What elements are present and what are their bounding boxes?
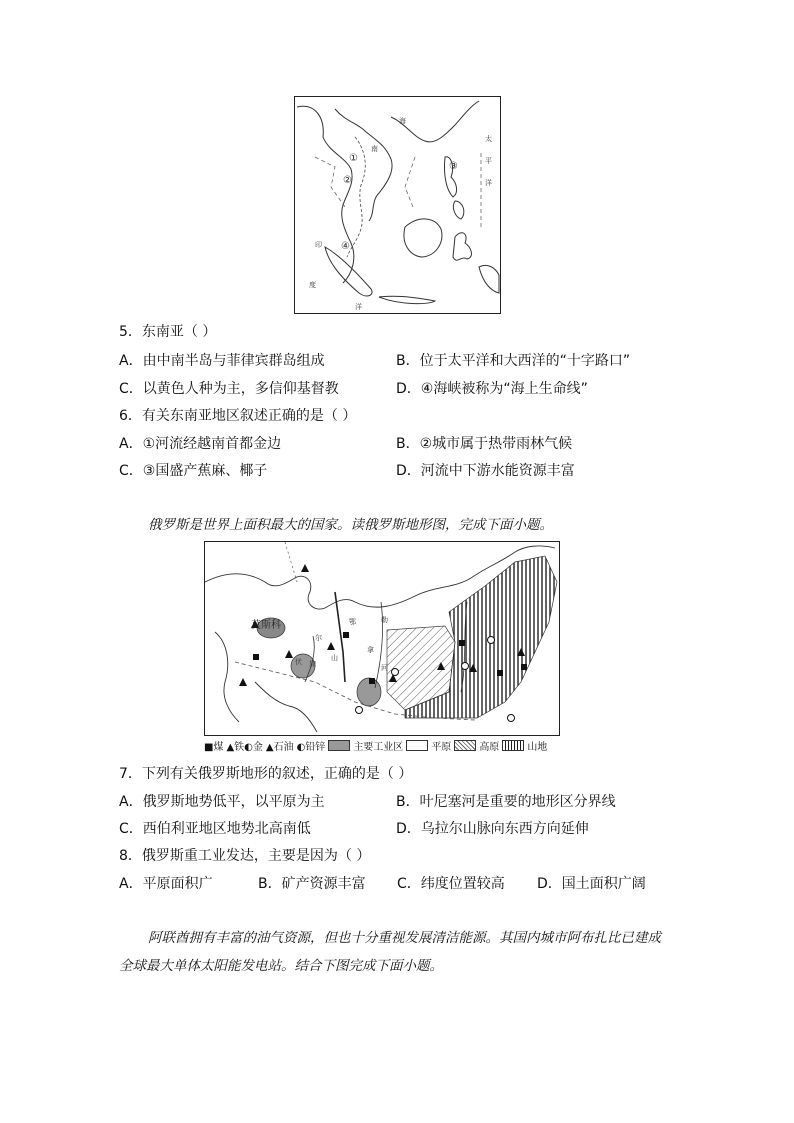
q6-option-b[interactable]: B．②城市属于热带雨林气候 (396, 436, 573, 452)
map1-marker-3: ③ (449, 161, 458, 172)
q5-option-c[interactable]: C．以黄色人种为主，多信仰基督教 (119, 381, 339, 397)
map2-label-lena: 勒 (381, 616, 388, 624)
map2-label-yenisei: 河 (381, 664, 388, 672)
map1-label-pacific-2: 平 (485, 157, 492, 165)
map2-label-river3: 加 (309, 660, 316, 668)
map1-marker-2: ② (343, 175, 352, 186)
legend-lead-zinc: ◐铅锌 (296, 742, 326, 753)
legend-plain: 平原 (431, 742, 452, 753)
legend-plateau: 高原 (479, 742, 500, 753)
legend-industrial: 主要工业区 (353, 742, 404, 753)
legend-industrial-swatch (328, 740, 350, 751)
q7-option-a[interactable]: A．俄罗斯地势低平，以平原为主 (119, 794, 325, 810)
q7-option-c[interactable]: C．西伯利亚地区地势北高南低 (119, 821, 311, 837)
q5-option-a[interactable]: A．由中南半岛与菲律宾群岛组成 (119, 353, 325, 369)
map1-label-sea: 海 (399, 117, 406, 125)
map1-marker-1: ① (349, 153, 358, 164)
map1-label-pacific-3: 洋 (485, 179, 492, 187)
russia-map-drawing (205, 542, 559, 735)
q6-option-d[interactable]: D．河流中下游水能资源丰富 (396, 463, 575, 479)
q8-option-b[interactable]: B．矿产资源丰富 (258, 876, 366, 892)
legend-mountain: 山地 (527, 742, 548, 753)
legend-oil: ▲石油 (265, 742, 294, 753)
map2-label-river1: 伏 (295, 658, 302, 666)
q8-option-a[interactable]: A．平原面积广 (119, 876, 213, 892)
q8-stem: 8．俄罗斯重工业发达，主要是因为（ ） (119, 848, 371, 864)
q7-stem: 7．下列有关俄罗斯地形的叙述，正确的是（ ） (119, 766, 413, 782)
uae-intro-line1: 阿联酋拥有丰富的油气资源，但也十分重视发展清洁能源。其国内城市阿布扎比已建成 (148, 930, 661, 946)
q6-option-a[interactable]: A．①河流经越南首都金边 (119, 436, 282, 452)
q6-option-c[interactable]: C．③国盛产蕉麻、椰子 (119, 463, 268, 479)
legend-coal: ■煤 (204, 742, 224, 753)
russia-map (204, 541, 560, 736)
q5-option-d[interactable]: D．④海峡被称为“海上生命线” (396, 381, 588, 397)
legend-mountain-swatch (502, 740, 524, 751)
q8-option-d[interactable]: D．国土面积广阔 (537, 876, 646, 892)
q8-option-c[interactable]: C．纬度位置较高 (397, 876, 505, 892)
map2-label-river-e: 拿 (367, 646, 374, 654)
map2-label-ural: 山 (331, 654, 338, 662)
map2-label-moscow: 莫斯科 (251, 620, 281, 631)
q5-option-b[interactable]: B．位于太平洋和大西洋的“十字路口” (396, 353, 631, 369)
legend-plain-swatch (406, 740, 428, 751)
map1-label-south: 南 (371, 145, 378, 153)
q7-option-d[interactable]: D．乌拉尔山脉向东西方向延伸 (396, 821, 589, 837)
southeast-asia-map (294, 96, 501, 314)
legend-iron-gold: ▲铁◐金 (226, 742, 263, 753)
q5-stem: 5．东南亚（ ） (119, 324, 217, 340)
southeast-asia-map-drawing (295, 97, 500, 313)
q7-option-b[interactable]: B．叶尼塞河是重要的地形区分界线 (396, 794, 616, 810)
map1-label-pacific-1: 太 (485, 135, 492, 143)
legend-plateau-swatch (454, 740, 476, 751)
map1-label-indian-1: 印 (315, 241, 322, 249)
uae-intro-line2: 全球最大单体太阳能发电站。结合下图完成下面小题。 (119, 958, 443, 974)
map1-label-indian-2: 度 (309, 281, 316, 289)
russia-map-legend (204, 738, 547, 753)
map2-label-ob: 鄂 (349, 618, 356, 626)
map1-label-indian-3: 洋 (355, 303, 362, 311)
map1-marker-4: ④ (341, 241, 350, 252)
russia-intro: 俄罗斯是世界上面积最大的国家。读俄罗斯地形图，完成下面小题。 (148, 517, 553, 533)
map2-label-river2: 尔 (315, 634, 322, 642)
q6-stem: 6．有关东南亚地区叙述正确的是（ ） (119, 408, 357, 424)
